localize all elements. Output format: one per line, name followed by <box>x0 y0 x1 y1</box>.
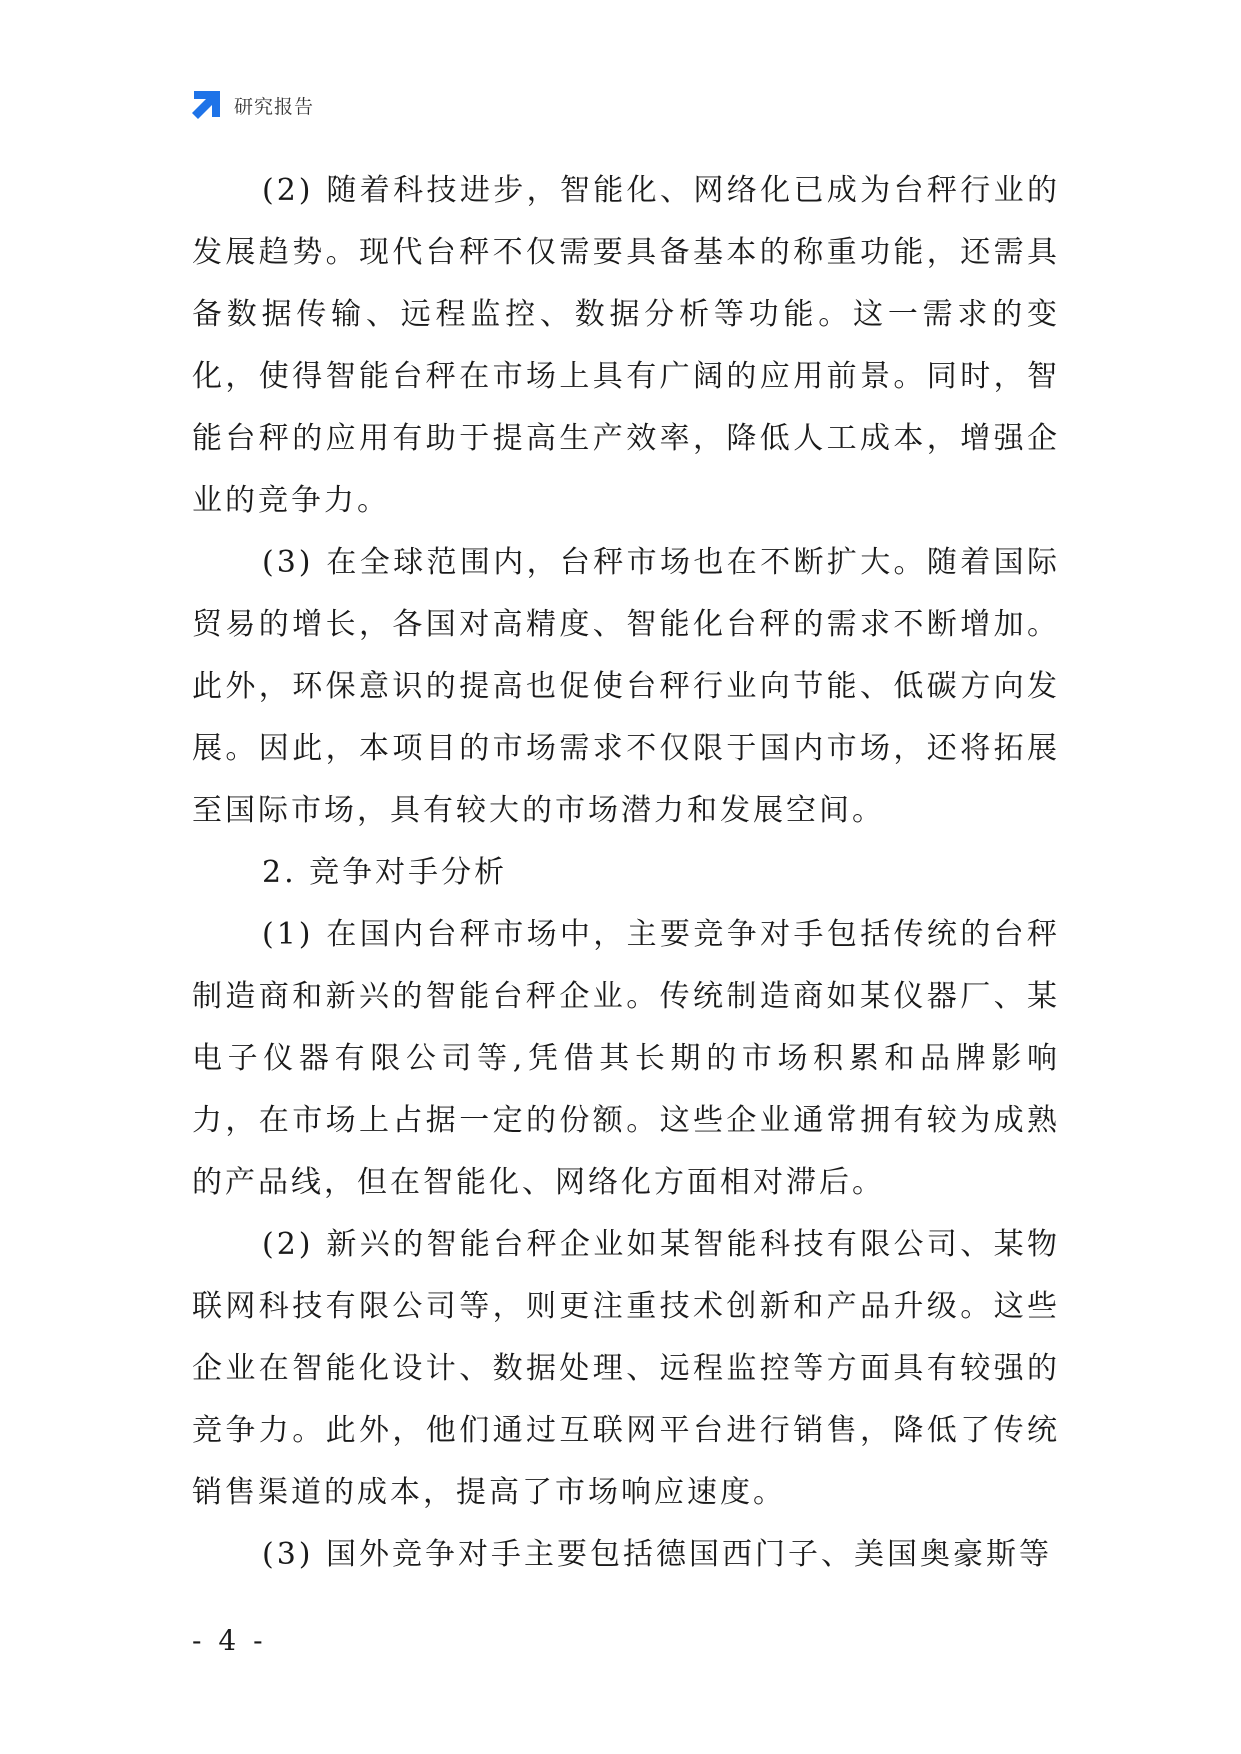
paragraph-market-demand-2: (2) 随着科技进步，智能化、网络化已成为台秤行业的发展趋势。现代台秤不仅需要具备基本的称重功能，还需具备数据传输、远程监控、数据分析等功能。这一需求的变化，使得智能台秤在市场上具有广阔的应用前景。同时，智能台秤的应用有助于提高生产效率，降低人工成本，增强企业的竞争力。 <box>192 173 1060 518</box>
paragraph-competitor-1: (1) 在国内台秤市场中，主要竞争对手包括传统的台秤制造商和新兴的智能台秤企业。传统制造商如某仪器厂、某电子仪器有限公司等,凭借其长期的市场积累和品牌影响力，在市场上占据一定的份额。这些企业通常拥有较为成熟的产品线，但在智能化、网络化方面相对滞后。 <box>192 917 1060 1200</box>
arrow-up-right-icon <box>190 89 222 121</box>
page-header <box>190 88 314 122</box>
header-title: 研究报告 <box>234 95 315 118</box>
section-heading-competitor-analysis: 2. 竞争对手分析 <box>262 855 508 890</box>
page-number: - 4 - <box>192 1624 267 1657</box>
paragraph-competitor-3: (3) 国外竞争对手主要包括德国西门子、美国奥豪斯等 <box>262 1537 1053 1572</box>
paragraph-market-demand-3: (3) 在全球范围内，台秤市场也在不断扩大。随着国际贸易的增长，各国对高精度、智能化台秤的需求不断增加。此外，环保意识的提高也促使台秤行业向节能、低碳方向发展。因此，本项目的市场需求不仅限于国内市场，还将拓展至国际市场，具有较大的市场潜力和发展空间。 <box>192 545 1060 828</box>
paragraph-competitor-2: (2) 新兴的智能台秤企业如某智能科技有限公司、某物联网科技有限公司等，则更注重技术创新和产品升级。这些企业在智能化设计、数据处理、远程监控等方面具有较强的竞争力。此外，他们通过互联网平台进行销售，降低了传统销售渠道的成本，提高了市场响应速度。 <box>192 1227 1060 1510</box>
body-content <box>192 160 1060 1586</box>
